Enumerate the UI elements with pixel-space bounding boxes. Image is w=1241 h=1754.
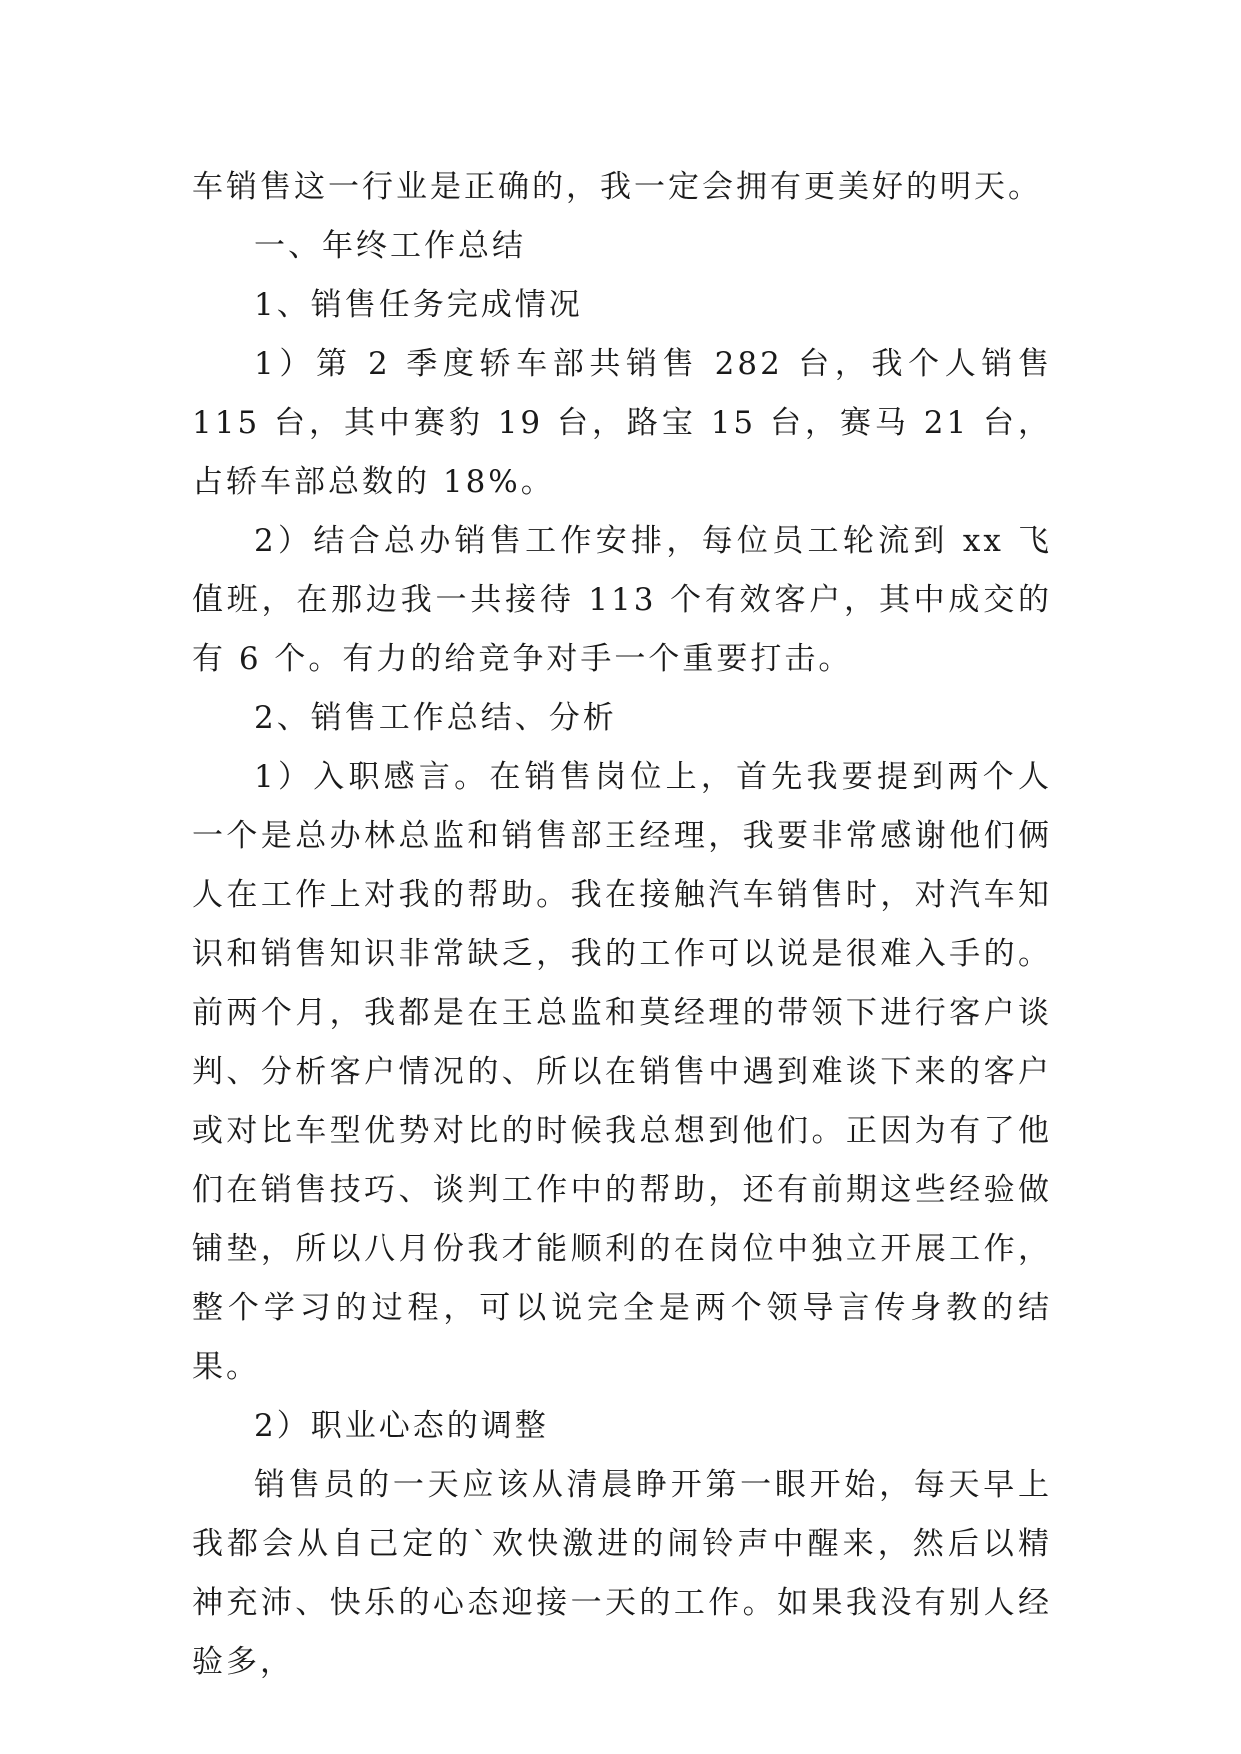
paragraph-continuation: 车销售这一行业是正确的，我一定会拥有更美好的明天。: [192, 169, 1042, 205]
subheading-sales-analysis: 2、销售工作总结、分析: [254, 700, 617, 736]
paragraph-q2-sales: 1）第 2 季度轿车部共销售 282 台，我个人销售 115 台，其中赛豹 19 台，路宝 15 台，赛马 21 台，占轿车部总数的 18%。: [192, 346, 1052, 500]
section-heading-year-end-summary: 一、年终工作总结: [254, 228, 526, 264]
document-body: [192, 158, 1052, 1692]
subheading-mindset-adjustment: 2）职业心态的调整: [254, 1408, 549, 1444]
subheading-sales-task: 1、销售任务完成情况: [254, 287, 583, 323]
paragraph-duty-rotation: 2）结合总办销售工作安排，每位员工轮流到 xx 飞值班，在那边我一共接待 113 个有效客户，其中成交的有 6 个。有力的给竞争对手一个重要打击。: [192, 523, 1052, 677]
paragraph-onboarding-thoughts: 1）入职感言。在销售岗位上，首先我要提到两个人一个是总办林总监和销售部王经理，我要非常感谢他们俩人在工作上对我的帮助。我在接触汽车销售时，对汽车知识和销售知识非常缺乏，我的工作可以说是很难入手的。前两个月，我都是在王总监和莫经理的带领下进行客户谈判、分析客户情况的、所以在销售中遇到难谈下来的客户或对比车型优势对比的时候我总想到他们。正因为有了他们在销售技巧、谈判工作中的帮助，还有前期这些经验做铺垫，所以八月份我才能顺利的在岗位中独立开展工作，整个学习的过程，可以说完全是两个领导言传身教的结果。: [192, 759, 1052, 1385]
paragraph-daily-routine: 销售员的一天应该从清晨睁开第一眼开始，每天早上我都会从自己定的`欢快激进的闹铃声中醒来，然后以精神充沛、快乐的心态迎接一天的工作。如果我没有别人经验多，: [192, 1467, 1052, 1680]
